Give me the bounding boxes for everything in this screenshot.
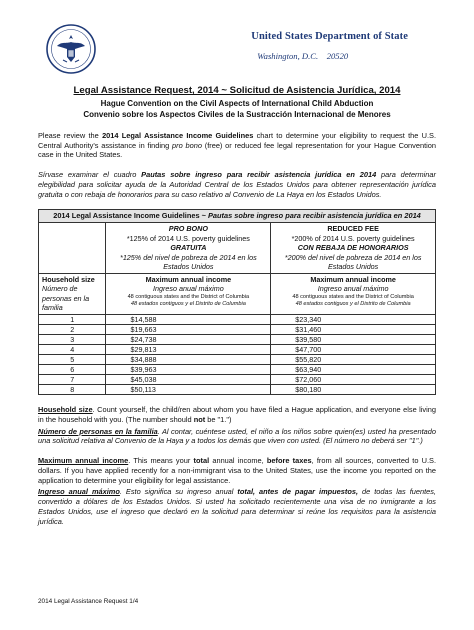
household-term-es: Número de personas en la familia	[38, 426, 158, 436]
table-row	[39, 344, 436, 354]
income-guidelines-table	[38, 209, 436, 395]
income-term-es: Ingreso anual máximo	[38, 487, 120, 497]
reduced-fee-cell: $63,940	[271, 364, 436, 374]
income-label-es: Ingreso anual máximo	[317, 284, 389, 294]
intro-text: Please review the	[38, 130, 103, 140]
intro-guidelines-ref: 2014 Legal Assistance Income Guidelines	[102, 130, 254, 140]
reduced-fee-cell: $31,460	[271, 324, 436, 334]
pro-bono-cell: $45,038	[106, 374, 271, 384]
income-before-taxes: before taxes	[266, 456, 312, 466]
reduced-fee-income-header	[271, 273, 436, 314]
income-text: , from all sources, converted to U.S. dollars. If you have applied recently for a non-immigrant visa to the United States, use the income you reported on the application to determine your eligibility for legal assistance.	[38, 456, 437, 485]
intro-text: chart to determine your eligibility to request the U.S. Central Authority's assistance in finding	[38, 130, 436, 150]
table-title	[39, 210, 436, 223]
subtitle-spanish: Convenio sobre los Aspectos Civiles de la Sustracción Internacional de Menores	[83, 110, 391, 120]
pro-bono-cell: $19,663	[106, 324, 271, 334]
household-definition	[38, 405, 436, 425]
household-size-cell: 6	[39, 364, 106, 374]
household-term: Household size	[38, 405, 93, 415]
household-text: . Count yourself, the child/ren about whom you have filed a Hague application, and everyone else living in the household with you. (The number should	[38, 405, 436, 424]
reduced-fee-desc-es: *200% del nivel de pobreza de 2014 en los Estados Unidos	[284, 252, 422, 272]
table-title-es: Pautas sobre ingreso para recibir asistencia jurídica en 2014	[208, 211, 421, 221]
department-seal-icon	[46, 24, 96, 74]
pro-bono-cell: $24,738	[106, 334, 271, 344]
table-row	[39, 385, 436, 395]
income-text-es: de todas las fuentes, convertido a dólares de los Estados Unidos. Si usted ha solicitado recientemente una visa de no inmigrante a los Estados Unidos, use el ingreso que declaró en la solicitud para determinar si reúne los requisitos para la asistencia jurídica.	[38, 487, 436, 526]
intro-text-es: Sírvase examinar el cuadro	[38, 170, 142, 180]
household-size-label-es: Número de personas en la familia	[42, 284, 90, 313]
household-size-cell: 8	[39, 385, 106, 395]
household-size-cell: 7	[39, 374, 106, 384]
intro-text: (free) or reduced fee legal representation for your Hague Convention case in the United States.	[38, 140, 436, 160]
reduced-fee-cell: $55,820	[271, 354, 436, 364]
pro-bono-cell: $50,113	[106, 385, 271, 395]
intro-text-es: para determinar elegibilidad para solicitar ayuda de la Autoridad Central de los Estados Unidos para obtener representación jurídica gratuita o con rebaja de honorarios para su caso relativo al Convenio de La Haya en los Estados Unidos.	[38, 170, 436, 199]
reduced-fee-desc: *200% of 2014 U.S. poverty guidelines	[291, 233, 415, 243]
table-title-en: 2014 Legal Assistance Income Guidelines ~	[53, 211, 208, 221]
income-note: 48 contiguous states and the District of Columbia	[127, 293, 250, 300]
income-label: Maximum annual income	[145, 274, 232, 284]
household-size-label: Household size	[42, 274, 95, 284]
page-footer: 2014 Legal Assistance Request 1/4	[38, 598, 139, 605]
household-definition-es	[38, 427, 436, 447]
household-size-header	[39, 273, 106, 314]
department-heading	[251, 30, 408, 62]
household-text-es: . Al contar, cuéntese usted, el niño a los niños sobre quien(es) usted ha presentado una solicitud relativa al Convenio de la Haya y a todos los demás que viven con usted. (El número no deberá ser "1".)	[38, 426, 436, 446]
household-size-cell: 1	[39, 314, 106, 324]
table-row	[39, 374, 436, 384]
income-note: 48 contiguous states and the District of Columbia	[292, 293, 414, 300]
reduced-fee-label-es: CON REBAJA DE HONORARIOS	[297, 243, 409, 253]
reduced-fee-cell: $39,580	[271, 334, 436, 344]
reduced-fee-cell: $23,340	[271, 314, 436, 324]
intro-guidelines-ref-es: Pautas sobre ingreso para recibir asistencia jurídica en 2014	[141, 170, 377, 180]
subtitle-english: Hague Convention on the Civil Aspects of International Child Abduction	[100, 98, 374, 108]
reduced-fee-label: REDUCED FEE	[327, 224, 379, 234]
pro-bono-cell: $39,963	[106, 364, 271, 374]
pro-bono-desc: *125% of 2014 U.S. poverty guidelines	[126, 233, 250, 243]
blank-cell	[39, 223, 106, 274]
income-note-es: 48 estados contiguos y el Distrito de Columbia	[130, 300, 246, 307]
household-text: be "1.")	[205, 414, 232, 424]
pro-bono-income-header	[106, 273, 271, 314]
income-term: Maximum annual income	[38, 456, 129, 466]
reduced-fee-cell: $72,060	[271, 374, 436, 384]
intro-pro-bono: pro bono	[172, 140, 202, 150]
department-name: United States Department of State	[251, 31, 408, 42]
table-row	[39, 364, 436, 374]
income-label-es: Ingreso anual máximo	[153, 284, 224, 294]
pro-bono-cell: $34,888	[106, 354, 271, 364]
reduced-fee-header	[271, 223, 436, 274]
table-row	[39, 314, 436, 324]
pro-bono-label-es: GRATUITA	[170, 243, 207, 253]
income-definition	[38, 456, 436, 485]
income-label: Maximum annual income	[310, 274, 396, 284]
household-size-cell: 4	[39, 344, 106, 354]
pro-bono-header	[106, 223, 271, 274]
intro-english	[38, 131, 436, 160]
pro-bono-desc-es: *125% del nivel de pobreza de 2014 en los Estados Unidos	[120, 252, 257, 272]
reduced-fee-cell: $80,180	[271, 385, 436, 395]
table-row	[39, 324, 436, 334]
income-text-es: . Esto significa su ingreso anual	[119, 487, 238, 497]
household-not: not	[193, 414, 206, 424]
income-text: . This means your	[128, 456, 194, 466]
table-row	[39, 334, 436, 344]
household-size-cell: 3	[39, 334, 106, 344]
pro-bono-label: PRO BONO	[168, 224, 208, 234]
income-definition-es	[38, 487, 436, 526]
pro-bono-cell: $14,588	[106, 314, 271, 324]
document-title: Legal Assistance Request, 2014 ~ Solicitud de Asistencia Jurídica, 2014	[73, 85, 401, 96]
department-location: Washington, D.C. 20520	[257, 50, 349, 61]
intro-spanish	[38, 170, 436, 199]
household-size-cell: 5	[39, 354, 106, 364]
table-row	[39, 354, 436, 364]
income-text: annual income,	[209, 456, 267, 466]
household-size-cell: 2	[39, 324, 106, 334]
reduced-fee-cell: $47,700	[271, 344, 436, 354]
income-total: total	[193, 456, 210, 466]
pro-bono-cell: $29,813	[106, 344, 271, 354]
letterhead	[38, 0, 436, 78]
income-note-es: 48 estados contiguos y el Distrito de Columbia	[295, 300, 411, 307]
income-total-es: total, antes de pagar impuestos,	[237, 487, 359, 497]
